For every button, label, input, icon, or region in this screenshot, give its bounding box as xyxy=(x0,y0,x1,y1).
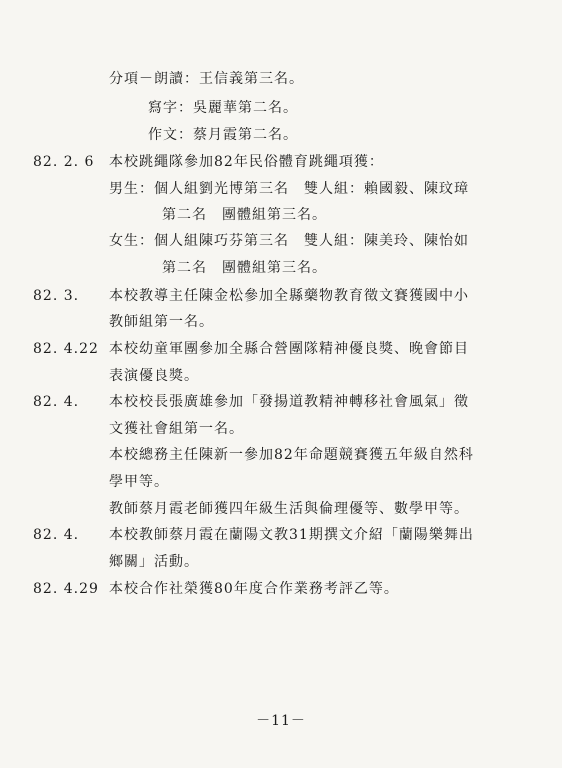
text-line: 鄉關」活動。 xyxy=(109,554,199,570)
text-line: 第二名 團體組第三名。 xyxy=(162,207,327,223)
text-line: 本校幼童軍團參加全縣合營團隊精神優良獎、晚會節目 xyxy=(109,341,469,357)
text-line: 本校合作社榮獲80年度合作業務考評乙等。 xyxy=(109,581,399,597)
text-line: 學甲等。 xyxy=(109,474,169,490)
text-line: 本校跳繩隊參加82年民俗體育跳繩項獲： xyxy=(109,154,384,170)
text-line: 作文：蔡月霞第二名。 xyxy=(148,127,298,143)
text-line: 本校校長張廣雄參加「發揚道教精神轉移社會風氣」徵 xyxy=(109,394,469,410)
entry-date: 82. 4. xyxy=(33,394,80,410)
entry-date: 82. 4.29 xyxy=(33,581,99,597)
text-line: 表演優良獎。 xyxy=(109,368,199,384)
text-line: 教師蔡月霞老師獲四年級生活與倫理優等、數學甲等。 xyxy=(109,501,469,517)
entry-date: 82. 3. xyxy=(33,288,80,304)
entry-date: 82. 4.22 xyxy=(33,341,99,357)
entry-date: 82. 2. 6 xyxy=(33,154,95,170)
text-line: 第二名 團體組第三名。 xyxy=(162,260,327,276)
text-line: 男生：個人組劉光博第三名 雙人組：賴國毅、陳玟璋 xyxy=(109,181,469,197)
text-line: 文獲社會組第一名。 xyxy=(109,421,244,437)
text-line: 教師組第一名。 xyxy=(109,314,214,330)
text-line: 本校教師蔡月霞在蘭陽文教31期撰文介紹「蘭陽樂舞出 xyxy=(109,527,474,543)
text-line: 本校教導主任陳金松參加全縣藥物教育徵文賽獲國中小 xyxy=(109,288,469,304)
text-line: 本校總務主任陳新一參加82年命題競賽獲五年級自然科 xyxy=(109,447,474,463)
text-line: 分項－朗讀：王信義第三名。 xyxy=(109,71,304,87)
entry-date: 82. 4. xyxy=(33,527,80,543)
page-number: －11－ xyxy=(256,713,306,729)
text-line: 女生：個人組陳巧芬第三名 雙人組：陳美玲、陳怡如 xyxy=(109,233,469,249)
text-line: 寫字：吳麗華第二名。 xyxy=(148,100,298,116)
bleed-through-text xyxy=(470,385,483,404)
